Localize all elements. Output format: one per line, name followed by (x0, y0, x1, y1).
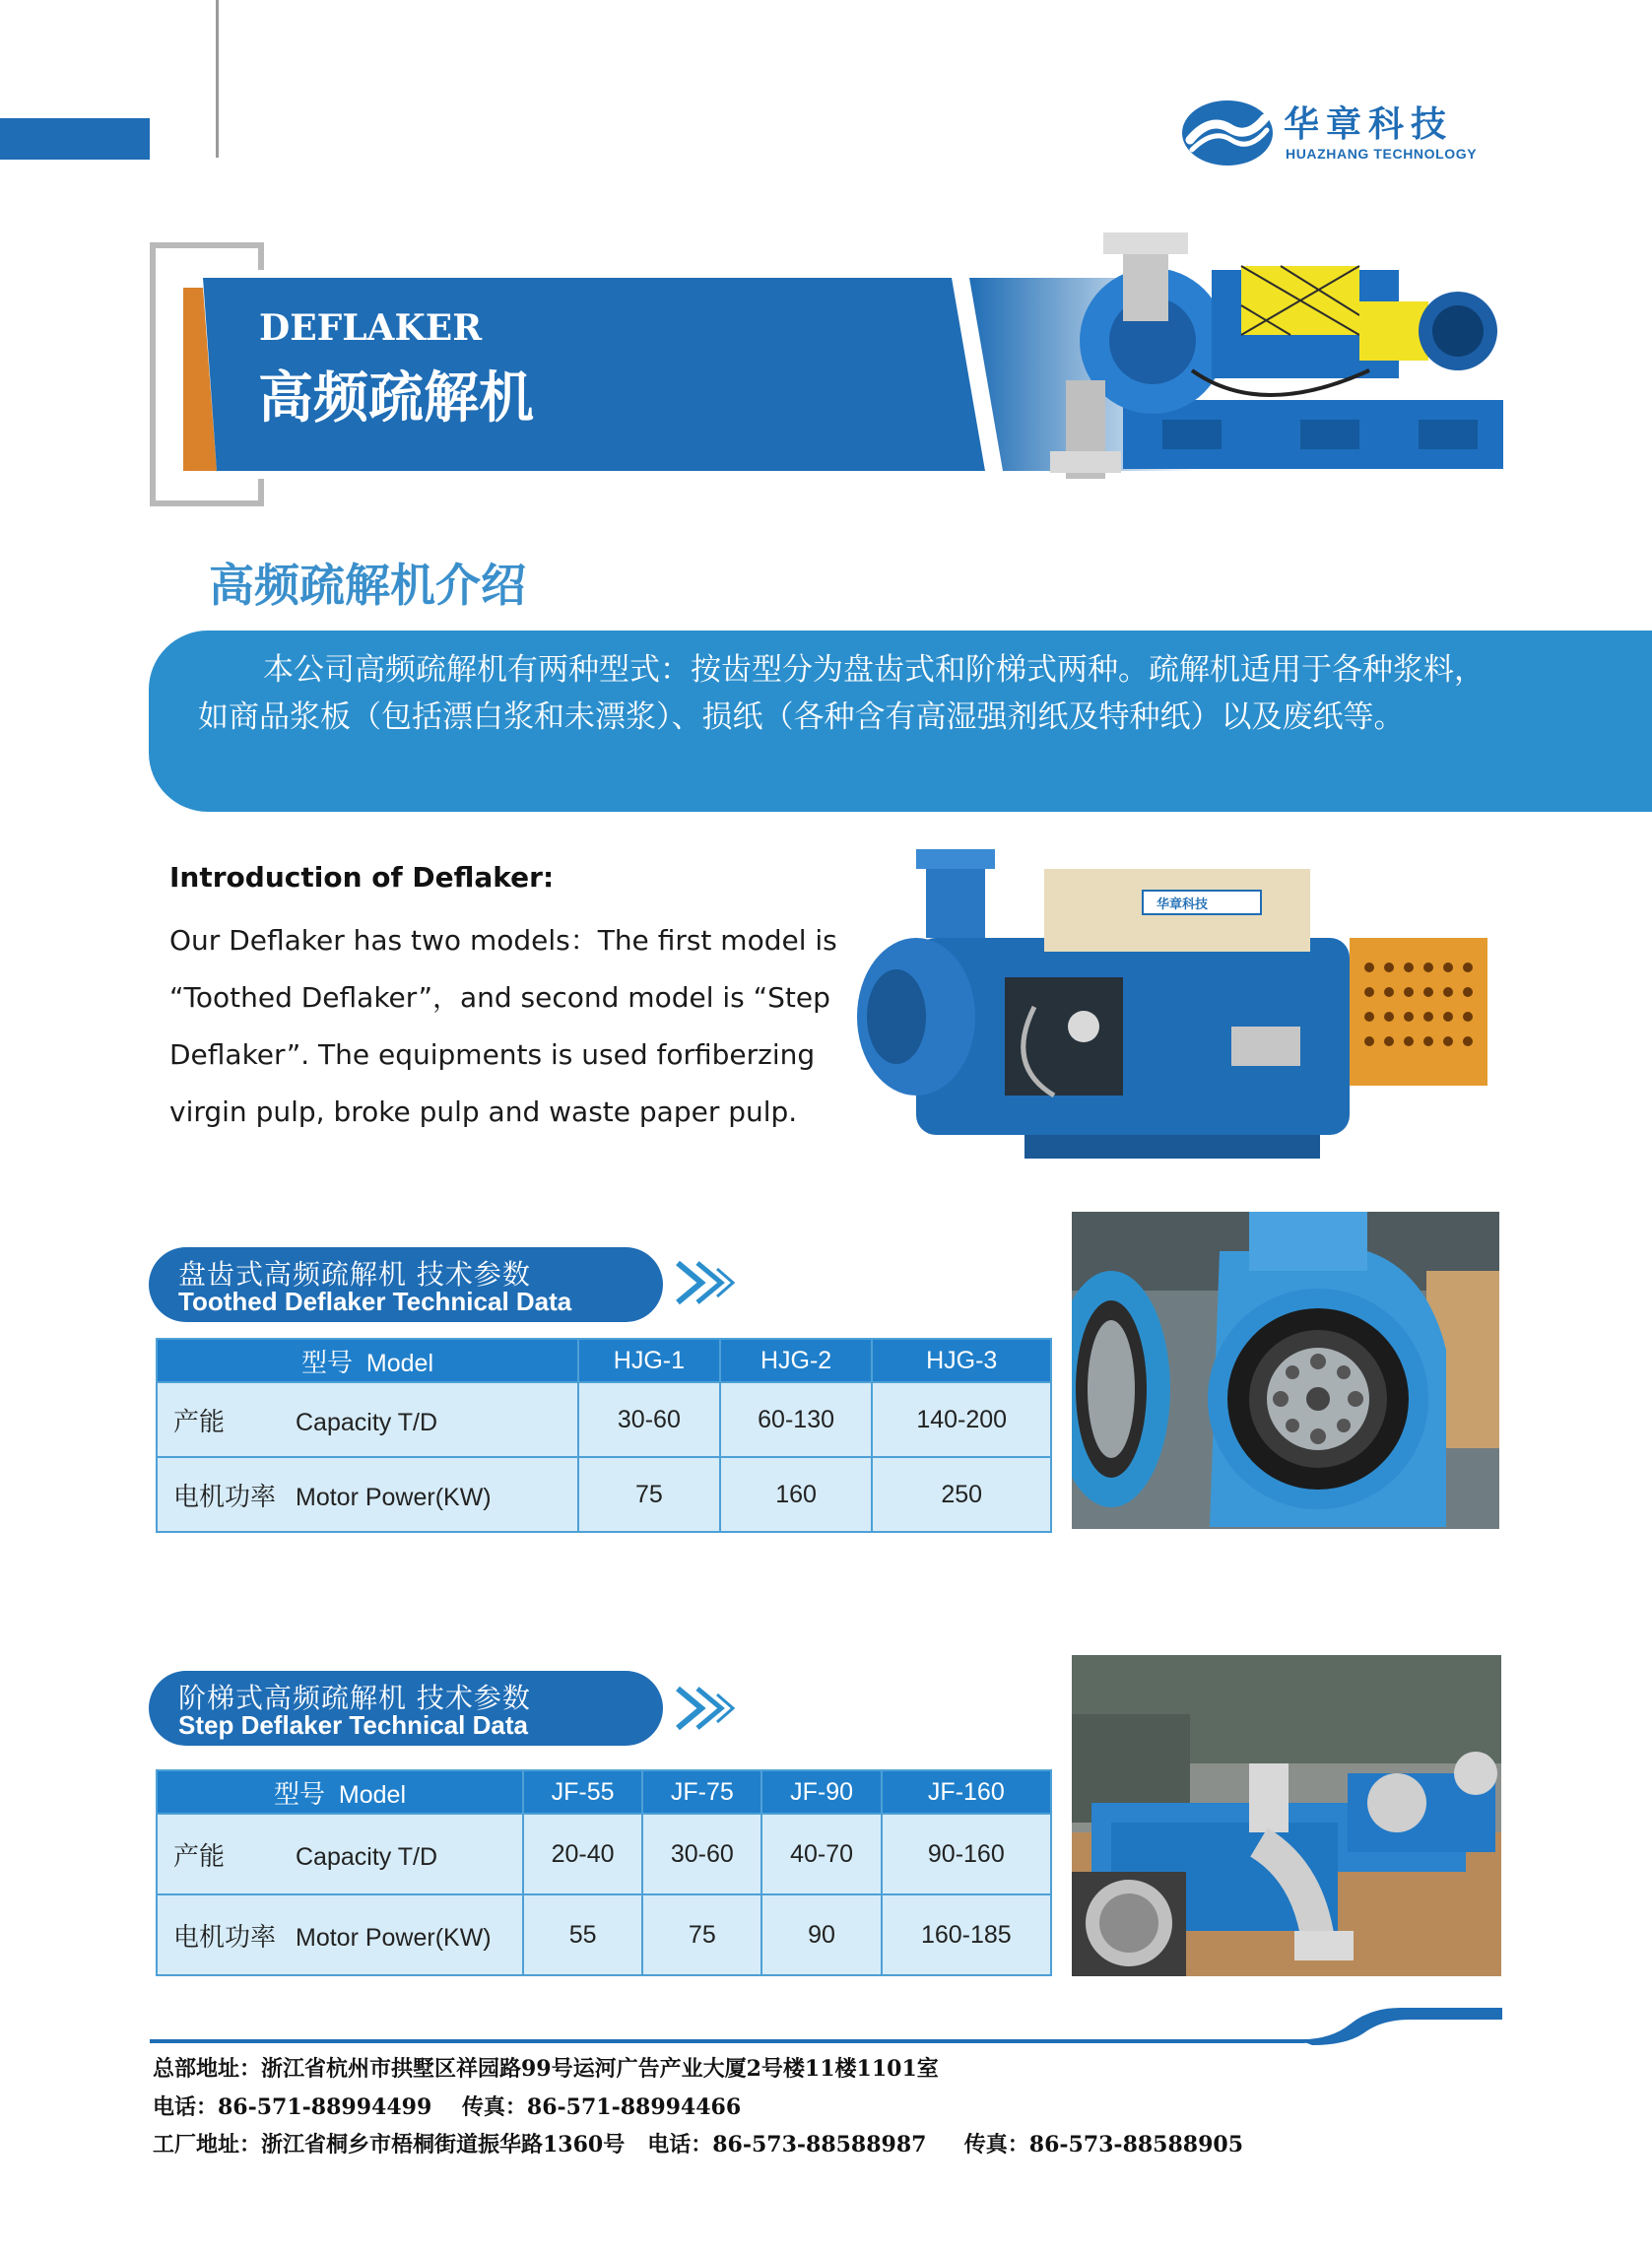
step-section-cn-title: 阶梯式高频疏解机 技术参数 (178, 1682, 531, 1714)
table-cell: 140-200 (872, 1382, 1051, 1457)
intro-english-title: Introduction of Deflaker: (169, 861, 555, 894)
table-cell: 250 (872, 1457, 1051, 1532)
banner-bracket-cap-top (219, 242, 264, 270)
intro-section-title: 高频疏解机介绍 (209, 559, 526, 612)
row-label-cn: 电机功率 (173, 1482, 277, 1512)
step-factory-photo (1072, 1655, 1501, 1976)
deflaker-photo-intro (857, 849, 1499, 1164)
table-cell: 30-60 (642, 1814, 761, 1894)
step-model-col: JF-55 (523, 1770, 642, 1814)
double-chevron-icon (674, 1683, 745, 1734)
footer-divider (150, 2006, 1502, 2045)
row-label-en: Motor Power(KW) (296, 1923, 492, 1952)
table-cell: 75 (642, 1894, 761, 1975)
table-cell: 90-160 (882, 1814, 1051, 1894)
toothed-model-col: HJG-1 (578, 1339, 720, 1382)
machine-nameplate-label: 华章科技 (1156, 897, 1209, 912)
deflaker-photo-top (1044, 223, 1503, 487)
table-row (157, 1382, 1051, 1457)
top-divider-line (216, 0, 219, 158)
step-spec-table (156, 1769, 1052, 1976)
table-cell: 20-40 (523, 1814, 642, 1894)
toothed-section-tab (149, 1247, 663, 1322)
table-cell: 55 (523, 1894, 642, 1975)
toothed-section-cn-title: 盘齿式高频疏解机 技术参数 (178, 1258, 531, 1291)
toothed-header-cn: 型号 (300, 1348, 353, 1378)
table-row (157, 1814, 1051, 1894)
logo-english-name: HUAZHANG TECHNOLOGY (1286, 146, 1478, 162)
intro-english-text: Our Deflaker has two models：The first model is “Toothed Deflaker”，and second model is “Step Deflaker”. The equipments is used forfiberzing virgin pulp, broke pulp and waste paper pulp. (169, 924, 837, 1128)
step-model-col: JF-90 (761, 1770, 881, 1814)
footer-factory-address: 工厂地址：浙江省桐乡市梧桐街道振华路1360号 电话：86-573-88588987 传真：86-573-88588905 (153, 2132, 1244, 2157)
row-label-en: Capacity T/D (296, 1408, 438, 1436)
table-cell: 40-70 (761, 1814, 881, 1894)
top-accent-bar (0, 118, 150, 160)
row-label-cn: 产能 (173, 1841, 226, 1872)
banner-chinese-title: 高频疏解机 (258, 366, 534, 431)
step-header-model (157, 1770, 523, 1814)
step-section-en-title: Step Deflaker Technical Data (178, 1710, 528, 1740)
row-label (157, 1457, 578, 1532)
company-logo (1180, 95, 1505, 173)
step-header-cn: 型号 (273, 1779, 325, 1810)
toothed-header-model (157, 1339, 578, 1382)
row-label-cn: 电机功率 (173, 1922, 277, 1953)
table-row (157, 1894, 1051, 1975)
table-cell: 160-185 (882, 1894, 1051, 1975)
toothed-model-col: HJG-2 (720, 1339, 873, 1382)
row-label-en: Capacity T/D (296, 1842, 438, 1871)
double-chevron-icon (674, 1257, 745, 1308)
intro-chinese-text: 本公司高频疏解机有两种型式：按齿型分为盘齿式和阶梯式两种。疏解机适用于各种浆料，如商品浆板（包括漂白浆和未漂浆）、损纸（各种含有高湿强剂纸及特种纸）以及废纸等。 (198, 652, 1485, 735)
logo-chinese-name: 华章科技 (1284, 104, 1454, 145)
table-cell: 60-130 (720, 1382, 873, 1457)
table-row (157, 1457, 1051, 1532)
table-cell: 90 (761, 1894, 881, 1975)
row-label-en: Motor Power(KW) (296, 1483, 492, 1511)
row-label (157, 1894, 523, 1975)
toothed-rotor-photo (1072, 1212, 1499, 1529)
footer-hq-address: 总部地址：浙江省杭州市拱墅区祥园路99号运河广告产业大厦2号楼11楼1101室 (153, 2056, 939, 2082)
logo-mark-icon (1180, 99, 1275, 167)
step-section-tab (149, 1671, 663, 1746)
table-cell: 30-60 (578, 1382, 720, 1457)
toothed-spec-table (156, 1338, 1052, 1533)
step-header-en: Model (338, 1780, 406, 1809)
banner-bracket-cap-bottom (219, 479, 264, 506)
toothed-model-col: HJG-3 (872, 1339, 1051, 1382)
table-cell: 75 (578, 1457, 720, 1532)
banner-english-title: DEFLAKER (259, 307, 483, 349)
toothed-section-en-title: Toothed Deflaker Technical Data (178, 1287, 572, 1316)
row-label (157, 1814, 523, 1894)
row-label-cn: 产能 (173, 1407, 226, 1437)
toothed-header-en: Model (365, 1349, 433, 1377)
step-model-col: JF-160 (882, 1770, 1051, 1814)
step-model-col: JF-75 (642, 1770, 761, 1814)
footer-hq-contact: 电话：86-571-88994499 传真：86-571-88994466 (153, 2094, 742, 2120)
row-label (157, 1382, 578, 1457)
table-cell: 160 (720, 1457, 873, 1532)
